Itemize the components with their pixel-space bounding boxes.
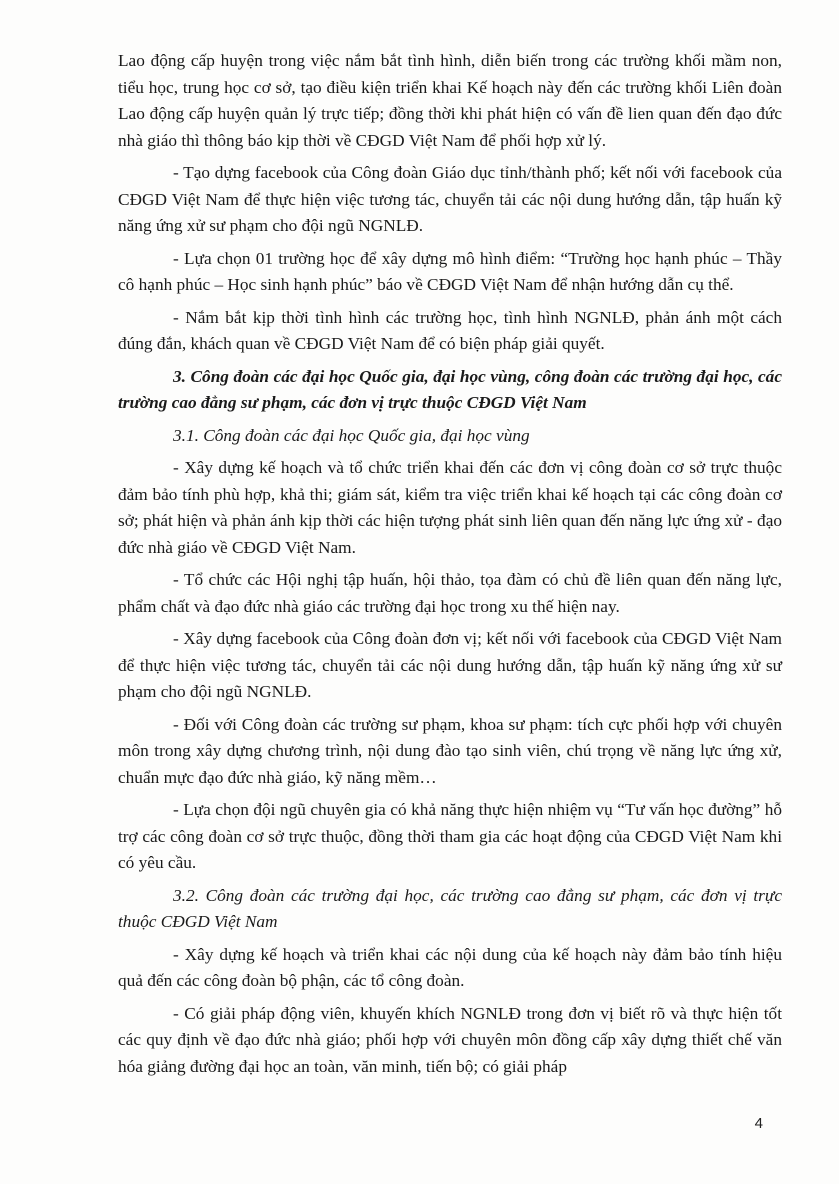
paragraph-situation-report: - Nắm bắt kịp thời tình hình các trường học, tình hình NGNLĐ, phản ánh một cách đúng đắn, khách quan về CĐGD Việt Nam để có biện pháp giải quyết. bbox=[118, 307, 782, 353]
paragraph-conferences: - Tổ chức các Hội nghị tập huấn, hội thảo, tọa đàm có chủ đề liên quan đến năng lực, phẩm chất và đạo đức nhà giáo các trường đại học trong xu thế hiện nay. bbox=[118, 570, 782, 616]
page-number: 4 bbox=[754, 1115, 763, 1132]
subsection-heading-3-2: 3.2. Công đoàn các trường đại học, các trường cao đẳng sư phạm, các đơn vị trực thuộc CĐGD Việt Nam bbox=[118, 885, 782, 931]
paragraph-plan-deployment: - Xây dựng kế hoạch và tổ chức triển khai đến các đơn vị công đoàn cơ sở trực thuộc đảm bảo tính phù hợp, khả thi; giám sát, kiểm tra việc triển khai kế hoạch tại các công đoàn cơ sở; phát hiện và phản ánh kịp thời các hiện tượng phát sinh liên quan đến năng lực ứng xử - đạo đức nhà giáo về CĐGD Việt Nam. bbox=[118, 458, 782, 557]
paragraph-experts: - Lựa chọn đội ngũ chuyên gia có khả năng thực hiện nhiệm vụ “Tư vấn học đường” hỗ trợ các công đoàn cơ sở trực thuộc, đồng thời tham gia các hoạt động của CĐGD Việt Nam khi có yêu cầu. bbox=[118, 800, 782, 872]
paragraph-plan-effectiveness: - Xây dựng kế hoạch và triển khai các nội dung của kế hoạch này đảm bảo tính hiệu quả đến các công đoàn bộ phận, các tổ công đoàn. bbox=[118, 944, 782, 990]
paragraph-continuation: Lao động cấp huyện trong việc nắm bắt tình hình, diễn biến trong các trường khối mầm non, tiểu học, trung học cơ sở, tạo điều kiện triển khai Kế hoạch này đến các trường khối Liên đoàn Lao động cấp huyện quản lý trực tiếp; đồng thời khi phát hiện có vấn đề lien quan đến đạo đức nhà giáo thì thông báo kịp thời về CĐGD Việt Nam để phối hợp xử lý. bbox=[118, 51, 782, 150]
paragraph-facebook-province: - Tạo dựng facebook của Công đoàn Giáo dục tỉnh/thành phố; kết nối với facebook của CĐGD Việt Nam để thực hiện việc tương tác, chuyển tải các nội dung hướng dẫn, tập huấn kỹ năng ứng xử sư phạm cho đội ngũ NGNLĐ. bbox=[118, 163, 782, 235]
paragraph-pedagogy: - Đối với Công đoàn các trường sư phạm, khoa sư phạm: tích cực phối hợp với chuyên môn trong xây dựng chương trình, nội dung đào tạo sinh viên, chú trọng về năng lực ứng xử, chuẩn mực đạo đức nhà giáo, kỹ năng mềm… bbox=[118, 714, 782, 787]
section-heading-3: 3. Công đoàn các đại học Quốc gia, đại học vùng, công đoàn các trường đại học, các trường cao đẳng sư phạm, các đơn vị trực thuộc CĐGD Việt Nam bbox=[118, 366, 782, 412]
paragraph-facebook-unit: - Xây dựng facebook của Công đoàn đơn vị; kết nối với facebook của CĐGD Việt Nam để thực hiện việc tương tác, chuyển tải các nội dung hướng dẫn, tập huấn kỹ năng ứng xử sư phạm cho đội ngũ NGNLĐ. bbox=[118, 629, 782, 701]
subsection-heading-3-1: 3.1. Công đoàn các đại học Quốc gia, đại học vùng bbox=[173, 425, 530, 445]
paragraph-encouragement: - Có giải pháp động viên, khuyến khích NGNLĐ trong đơn vị biết rõ và thực hiện tốt các quy định về đạo đức nhà giáo; phối hợp với chuyên môn đồng cấp xây dựng thiết chế văn hóa giảng đường đại học an toàn, văn minh, tiến bộ; có giải pháp bbox=[118, 1003, 782, 1076]
document-body bbox=[118, 48, 782, 1086]
paragraph-model-school: - Lựa chọn 01 trường học để xây dựng mô hình điểm: “Trường học hạnh phúc – Thầy cô hạnh phúc – Học sinh hạnh phúc” báo về CĐGD Việt Nam để nhận hướng dẫn cụ thể. bbox=[118, 248, 782, 294]
